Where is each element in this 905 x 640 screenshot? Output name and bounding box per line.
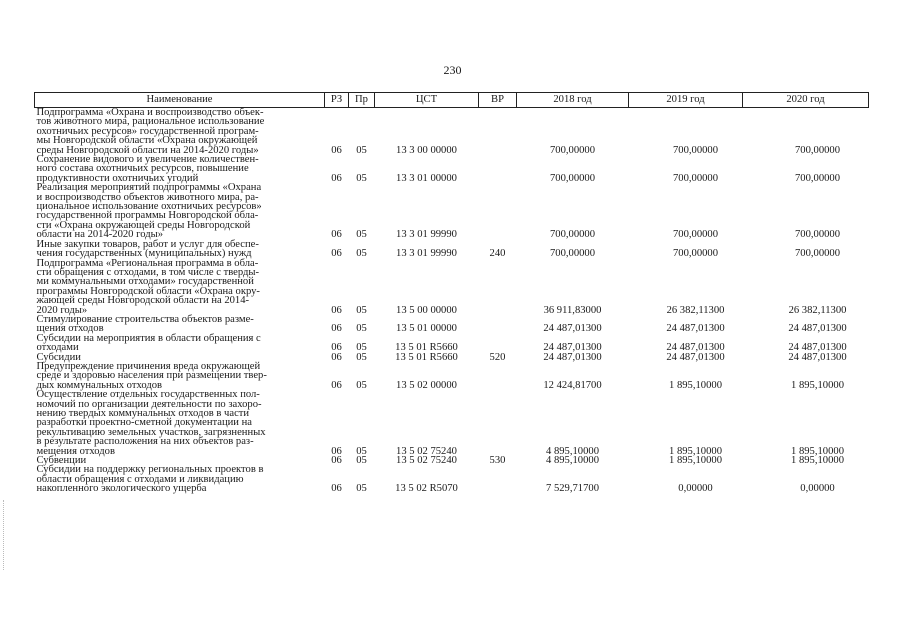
row-pr: 05	[356, 229, 367, 241]
row-2018: 24 487,01300	[543, 351, 602, 363]
header-cst: ЦСТ	[375, 93, 479, 108]
row-2019: 0,00000	[678, 483, 713, 495]
table-row	[35, 240, 869, 259]
row-2019: 700,00000	[672, 144, 719, 156]
row-2018: 4 895,10000	[546, 455, 599, 467]
row-vr	[479, 390, 517, 456]
table-header	[35, 93, 869, 108]
row-cst: 13 5 02 75240	[396, 445, 457, 457]
row-name: Субвенции	[36, 455, 87, 467]
row-2019: 700,00000	[672, 229, 719, 241]
row-cst: 13 5 01 R5660	[395, 342, 458, 354]
row-2018: 24 487,01300	[543, 342, 602, 354]
row-pr: 05	[356, 323, 367, 335]
row-name: Сохранение видового и увеличение количествен- ного состава охотничьих ресурсов, повышение продуктивности охотничьих угодий	[36, 154, 259, 184]
row-rz: 06	[331, 379, 342, 391]
row-rz: 06	[331, 172, 342, 184]
row-2019: 24 487,01300	[666, 323, 725, 335]
row-2020: 700,00000	[794, 172, 841, 184]
row-rz: 06	[331, 304, 342, 316]
row-2020: 1 895,10000	[791, 445, 844, 457]
row-name: Подпрограмма «Региональная программа в обла- сти обращения с отходами, в том числе с тверды- ми коммунальными отходами» государственной программы Новгородской области «Охрана окру- жающей среды Новгородской области на 2014- 2020 годы»	[36, 257, 260, 316]
row-rz: 06	[331, 248, 342, 260]
row-2020: 1 895,10000	[791, 379, 844, 391]
row-vr: 530	[489, 455, 506, 467]
row-vr	[479, 334, 517, 353]
table-row	[35, 390, 869, 456]
scan-margin-mark	[3, 500, 5, 570]
row-name: Стимулирование строительства объектов разме- щения отходов	[36, 313, 254, 335]
row-2020: 1 895,10000	[791, 455, 844, 467]
row-2018: 7 529,71700	[546, 483, 599, 495]
row-2019: 24 487,01300	[666, 342, 725, 354]
table-row	[35, 259, 869, 315]
row-rz: 06	[331, 445, 342, 457]
row-2019: 700,00000	[672, 248, 719, 260]
header-pr: Пр	[349, 93, 375, 108]
row-pr: 05	[356, 304, 367, 316]
header-name: Наименование	[35, 93, 325, 108]
budget-table	[34, 92, 869, 494]
table-row	[35, 155, 869, 183]
row-2019: 1 895,10000	[669, 445, 722, 457]
row-pr: 05	[356, 172, 367, 184]
row-vr	[479, 362, 517, 390]
row-rz: 06	[331, 144, 342, 156]
row-name: Иные закупки товаров, работ и услуг для обеспе- чения государственных (муниципальных) нужд	[36, 238, 259, 260]
row-vr	[479, 183, 517, 239]
row-2020: 700,00000	[794, 144, 841, 156]
row-pr: 05	[356, 248, 367, 260]
row-name: Реализация мероприятий подпрограммы «Охрана и воспроизводство объектов животного мира, ра- циональное использование охотничьих ресурсов» государственной программы Новгородской обла- сти «Охрана окружающей среды Новгородской области на 2014-2020 годы»	[36, 182, 262, 241]
row-2020: 0,00000	[800, 483, 835, 495]
row-pr: 05	[356, 351, 367, 363]
row-vr: 240	[489, 248, 506, 260]
row-pr: 05	[356, 342, 367, 354]
row-cst: 13 5 02 R5070	[395, 483, 458, 495]
row-2019: 1 895,10000	[669, 379, 722, 391]
row-cst: 13 3 01 99990	[396, 229, 457, 241]
header-vr: ВР	[479, 93, 517, 108]
row-cst: 13 5 01 R5660	[395, 351, 458, 363]
row-vr	[479, 155, 517, 183]
row-2018: 700,00000	[549, 248, 596, 260]
row-cst: 13 5 00 00000	[396, 304, 457, 316]
row-pr: 05	[356, 379, 367, 391]
row-vr: 520	[489, 351, 506, 363]
row-2018: 4 895,10000	[546, 445, 599, 457]
row-name: Субсидии на мероприятия в области обращения с отходами	[36, 332, 261, 354]
row-2019: 24 487,01300	[666, 351, 725, 363]
row-2019: 26 382,11300	[666, 304, 725, 316]
header-2018: 2018 год	[517, 93, 629, 108]
row-2020: 24 487,01300	[788, 323, 847, 335]
row-name: Предупреждение причинения вреда окружающей среде и здоровью населения при размещении твер- дых коммунальных отходов	[36, 360, 267, 391]
row-2020: 700,00000	[794, 248, 841, 260]
header-rz: РЗ	[325, 93, 349, 108]
row-2018: 36 911,83000	[543, 304, 602, 316]
row-cst: 13 5 02 75240	[396, 455, 457, 467]
row-rz: 06	[331, 455, 342, 467]
table-row	[35, 183, 869, 239]
row-name: Субсидии	[36, 351, 81, 363]
row-vr	[479, 108, 517, 156]
header-2019: 2019 год	[629, 93, 743, 108]
row-name: Подпрограмма «Охрана и воспроизводство объек- тов животного мира, рациональное использование охотничьих ресурсов» государственной програм- мы Новгородской области «Охрана окружающей среды Новгородской области на 2014-2020 годы»	[36, 107, 265, 156]
row-2018: 700,00000	[549, 144, 596, 156]
row-rz: 06	[331, 351, 342, 363]
row-2018: 12 424,81700	[543, 379, 602, 391]
row-pr: 05	[356, 144, 367, 156]
row-2020: 700,00000	[794, 229, 841, 241]
row-cst: 13 3 01 00000	[396, 172, 457, 184]
row-vr	[479, 315, 517, 334]
row-2019: 1 895,10000	[669, 455, 722, 467]
row-cst: 13 3 00 00000	[396, 144, 457, 156]
table-row	[35, 362, 869, 390]
page-number: 230	[443, 63, 462, 77]
row-2020: 24 487,01300	[788, 342, 847, 354]
row-name: Субсидии на поддержку региональных проектов в области обращения с отходами и ликвидацию накопленного экологического ущерба	[36, 464, 264, 495]
row-2018: 700,00000	[549, 229, 596, 241]
table-row	[35, 465, 869, 493]
row-vr	[479, 465, 517, 493]
row-pr: 05	[356, 455, 367, 467]
row-rz: 06	[331, 483, 342, 495]
row-vr	[479, 259, 517, 315]
header-row	[35, 93, 869, 108]
row-2020: 24 487,01300	[788, 351, 847, 363]
row-pr: 05	[356, 483, 367, 495]
row-cst: 13 3 01 99990	[396, 248, 457, 260]
row-2018: 700,00000	[549, 172, 596, 184]
row-rz: 06	[331, 323, 342, 335]
table-row	[35, 108, 869, 156]
table-body	[35, 108, 869, 494]
header-2020: 2020 год	[743, 93, 869, 108]
table-row	[35, 315, 869, 334]
row-name: Осуществление отдельных государственных пол- номочий по организации деятельности по захоро- нению твердых коммунальных отходов в части разработки проектно-сметной документации на рекультивацию земельных участков, загрязненных в результате расположения на них объектов раз- мещения отходов	[36, 389, 266, 457]
row-2020: 26 382,11300	[788, 304, 847, 316]
table-row	[35, 334, 869, 353]
row-rz: 06	[331, 229, 342, 241]
row-rz: 06	[331, 342, 342, 354]
row-2019: 700,00000	[672, 172, 719, 184]
row-cst: 13 5 02 00000	[396, 379, 457, 391]
row-cst: 13 5 01 00000	[396, 323, 457, 335]
row-2018: 24 487,01300	[543, 323, 602, 335]
row-pr: 05	[356, 445, 367, 457]
